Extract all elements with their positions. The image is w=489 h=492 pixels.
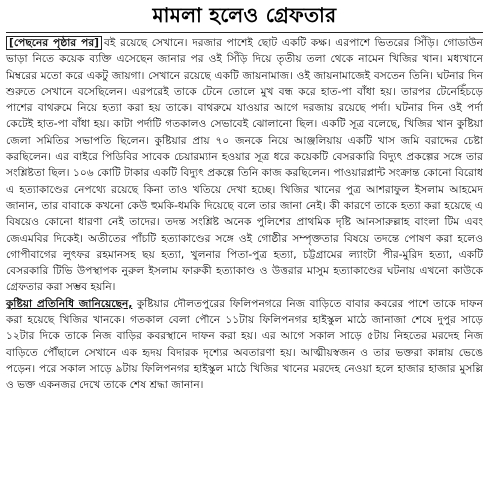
headline: মামলা হলেও গ্রেফতার: [152, 3, 337, 27]
continuation-label: [পেছনের পৃষ্ঠার পর]: [6, 36, 102, 50]
headline-area: [6, 0, 483, 32]
dateline: কুষ্টিয়া প্রতিনিধি জানিয়েছেন,: [6, 297, 133, 310]
paragraph-1: [6, 35, 483, 296]
paragraph-2-text: কুষ্টিয়ার দৌলতপুরের ফিলিপনগরে নিজ বাড়িতে বাবার কবরের পাশে তাকে দাফন করা হয়েছে খিজির খানকে। গতকাল বেলা পৌনে ১১টায় ফিলিপনগর হাইস্কুল মাঠে জানাজা শেষে দুপুর সাড়ে ১২টার দিকে তাকে নিজ বাড়ির কবরস্থানে দাফন করা হয়। এর আগে সকাল সাড়ে ৫টায় নিহতের মরদেহ নিজ বাড়িতে পৌঁছালে সেখানে এক হৃদয় বিদারক দৃশ্যের অবতারণা হয়। আত্মীয়স্বজন ও তার ভক্তরা কান্নায় ভেঙে পড়েন। পরে সকাল সাড়ে ৯টায় ফিলিপনগর হাইস্কুল মাঠে খিজির খানের মরদেহ নেওয়া হলে হাজার হাজার মুসল্লি ও ভক্ত একনজর দেখে তাকে শেষ শ্রদ্ধা জানান।: [6, 297, 483, 392]
article-body: [6, 35, 483, 394]
headline-divider: [6, 32, 483, 33]
paragraph-1-text: বই রয়েছে সেখানে। দরজার পাশেই ছোট একটি কক্ষ। এরপাশে ভিতরের সিঁড়ি। গোডাউন ভাড়া নিতে কয়েক ব্যক্তি এসেছেন জানার পর ওই সিঁড়ি দিয়ে তৃতীয় তলা থেকে নামেন খিজির খান। মধ্যখানে মিম্বরের মতো করে একটু জায়গা। সেখানে রয়েছে একটি জায়নামাজ। ওই জায়নামাজেই বসতেন তিনি। ঘটনার দিন শুরুতে সেখানে বসেছিলেন। এরপরেই তাকে টেনে তোলে মুখ বন্ধ করে হাত-পা বাঁধা হয়। তারপর টেনেহিঁচড়ে পাশের বাথরুমে নিয়ে হত্যা করা হয় তাকে। বাথরুমে যাওয়ার আগে দরজায় রয়েছে পর্দা। ঘটনার দিন ওই পর্দা কেটেই হাত-পা বাঁধা হয়। কাটা পর্দাটি গতকালও সেভাবেই ঝোলানো ছিল। একটি সূত্র বলেছে, খিজির খান কুষ্টিয়া জেলা সমিতির সভাপতি ছিলেন। কুষ্টিয়ার প্রায় ৭০ জনকে নিয়ে আঞ্জলিয়ায় একটি খাস জমি বরাদ্দের চেষ্টা করছিলেন। এর বাইরে পিডিবির সাবেক চেয়ারম্যান হওয়ার সূত্র ধরে কয়েকটি বেসরকারি বিদ্যুৎ প্রকল্পের সঙ্গে তার সংশ্লিষ্টতা ছিল। ১০৬ কোটি টাকার একটি বিদ্যুৎ প্রকল্পে তিনি কাজ করছিলেন। পাওয়ারপ্লান্ট সংক্রান্ত কোনো বিরোধ এ হত্যাকাণ্ডের নেপথ্যে রয়েছে কিনা তাও খতিয়ে দেখা হচ্ছে। খিজির খানের পুত্র আশরাফুল ইসলাম আহমেদ জানান, তার বাবাকে কখনো কেউ হুমকি-ধমকি দিয়েছে বলে তার জানা নেই। কী কারণে তাকে হত্যা করা হয়েছে এ বিষয়েও কোনো ধারণা নেই তাদের। তদন্ত সংশ্লিষ্ট অনেক পুলিশের প্রাথমিক দৃষ্টি আনসারুল্লাহ বাংলা টিম এবং জেএমবির দিকেই। অতীতের পাঁচটি হত্যাকাণ্ডের সঙ্গে ওই গোষ্ঠীর সম্পৃক্ততার বিষয়ে তদন্তে পোষণ করা হলেও গোপীবাগের লুৎফর রহমানসহ ছয় হত্যা, খুলনার পিতা-পুত্র হত্যা, চট্টগ্রামের ল্যাংটা পীর-মুরিদ হত্যা, একটি বেসরকারি টিভি উপস্থাপক নুরুল ইসলাম ফারুকী হত্যাকাণ্ড ও উত্তরার মাসুম হত্যাকাণ্ডের ঘটনায় এখনো কাউকে গ্রেফতার করা সম্ভব হয়নি।: [6, 37, 484, 294]
paragraph-2: [6, 296, 483, 394]
